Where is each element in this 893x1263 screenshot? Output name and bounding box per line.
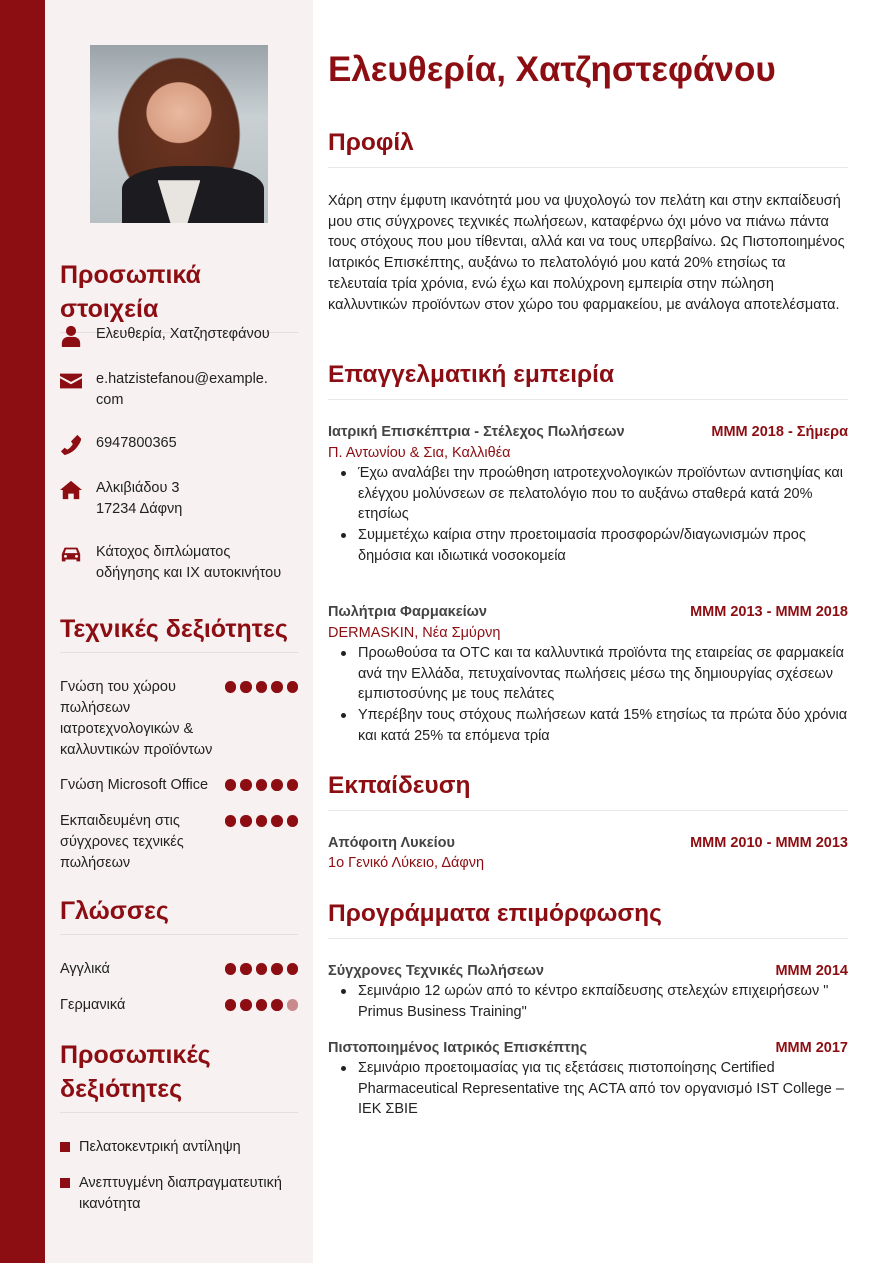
square-bullet-icon [60, 1178, 70, 1188]
training-bullets [328, 981, 848, 1022]
education-header [328, 833, 848, 854]
phone-number[interactable]: 6947800365 [96, 435, 177, 451]
list-item: Υπερέβην τους στόχους πωλήσεων κατά 15% ετησίως τα πρώτα δύο χρόνια και κατά 25% τα επόμενα τρία [328, 705, 848, 746]
envelope-icon [60, 369, 96, 411]
list-item: Σεμινάριο 12 ωρών από το κέντρο εκπαίδευσης στελεχών επιχειρήσεων " Primus Business Training" [328, 981, 848, 1022]
contact-driving-license: Κάτοχος διπλώματος οδήγησης και ΙΧ αυτοκινήτου [60, 542, 298, 584]
training-title: Σύγχρονες Τεχνικές Πωλήσεων [328, 963, 544, 979]
education-heading: Εκπαίδευση [328, 770, 848, 811]
job-company: Π. Αντωνίου & Σια, Καλλιθέα [328, 445, 511, 461]
contact-address: Αλκιβιάδου 3 17234 Δάφνη [60, 478, 298, 520]
accent-stripe [0, 0, 45, 1263]
skill-rating [225, 775, 299, 796]
candidate-name: Ελευθερία, Χατζηστεφάνου [328, 50, 776, 89]
phone-icon [60, 433, 96, 456]
soft-skill-item: Ανεπτυγμένη διαπραγματευτική ικανότητα [60, 1173, 298, 1215]
list-item: Έχω αναλάβει την προώθηση ιατροτεχνολογικών προϊόντων αντισηψίας και ελέγχου μολύνσεων σε πελατολόγιο που το αυξάνω σταθερά κατά 20% ετησίως [328, 463, 848, 525]
training-title: Πιστοποιημένος Ιατρικός Επισκέπτης [328, 1040, 588, 1056]
tech-skills-heading: Τεχνικές δεξιότητες [60, 612, 298, 653]
degree-title: Απόφοιτη Λυκείου [328, 835, 455, 851]
job-title: Ιατρική Επισκέπτρια - Στέλεχος Πωλήσεων [328, 424, 625, 440]
training-heading: Προγράμματα επιμόρφωσης [328, 898, 848, 939]
contact-phone [60, 433, 298, 456]
language-rating [225, 959, 299, 980]
user-icon [60, 324, 96, 347]
list-item: Συμμετέχω καίρια στην προετοιμασία προσφορών/διαγωνισμών προς δημόσια και ιδιωτικά νοσοκομεία [328, 525, 848, 566]
email-link[interactable]: e.hatzistefanou@example. com [96, 371, 268, 408]
training-bullets [328, 1058, 848, 1120]
tech-skill-item: Γνώση του χώρου πωλήσεων ιατροτεχνολογικών & καλλυντικών προϊόντων [60, 677, 298, 761]
skill-rating [225, 677, 299, 761]
main-content [313, 0, 893, 1263]
tech-skill-item: Γνώση Microsoft Office [60, 775, 298, 796]
job-dates: MMM 2013 - MMM 2018 [690, 604, 848, 620]
job-company: DERMASKIN, Νέα Σμύρνη [328, 625, 501, 641]
job-header [328, 602, 848, 623]
skill-rating [225, 811, 299, 874]
job-title: Πωλήτρια Φαρμακείων [328, 604, 487, 620]
training-header [328, 961, 848, 982]
job-bullets [328, 463, 848, 567]
soft-skills-heading: Προσωπικές δεξιότητες [60, 1038, 298, 1113]
soft-skill-item: Πελατοκεντρική αντίληψη [60, 1137, 298, 1158]
list-item: Σεμινάριο προετοιμασίας για τις εξετάσεις πιστοποίησης Certified Pharmaceutical Representative της ACTA από τον οργανισμό IST College – ΙΕΚ ΣΒΙΕ [328, 1058, 848, 1120]
language-rating [225, 995, 299, 1016]
languages-heading: Γλώσσες [60, 894, 298, 935]
personal-info-heading: Προσωπικά στοιχεία [60, 258, 298, 333]
language-item: Γερμανικά [60, 995, 298, 1016]
sidebar [45, 0, 313, 1263]
training-date: MMM 2017 [775, 1040, 848, 1056]
car-icon [60, 542, 96, 584]
profile-photo [90, 45, 268, 223]
training-date: MMM 2014 [775, 963, 848, 979]
education-dates: MMM 2010 - MMM 2013 [690, 835, 848, 851]
contact-name: Ελευθερία, Χατζηστεφάνου [60, 324, 298, 347]
square-bullet-icon [60, 1142, 70, 1152]
list-item: Προωθούσα τα OTC και τα καλλυντικά προϊόντα της εταιρείας σε φαρμακεία ανά την Ελλάδα, πετυχαίνοντας πωλήσεις μέσω της δημιουργίας σχέσεων εμπιστοσύνης με τους πελάτες [328, 643, 848, 705]
school-name: 1ο Γενικό Λύκειο, Δάφνη [328, 855, 485, 871]
home-icon [60, 478, 96, 520]
profile-heading: Προφίλ [328, 127, 848, 168]
job-bullets [328, 643, 848, 747]
experience-heading: Επαγγελματική εμπειρία [328, 359, 848, 400]
job-header [328, 422, 848, 443]
language-item: Αγγλικά [60, 959, 298, 980]
job-dates: MMM 2018 - Σήμερα [711, 424, 848, 440]
tech-skill-item: Εκπαιδευμένη στις σύγχρονες τεχνικές πωλήσεων [60, 811, 298, 874]
contact-email [60, 369, 298, 411]
training-header [328, 1038, 848, 1059]
profile-summary: Χάρη στην έμφυτη ικανότητά μου να ψυχολογώ τον πελάτη και στην εκπαίδευσή μου στις σύγχρονες τεχνικές πωλήσεων, καταφέρνω όχι μόνο να πιάνω πάντα τους στόχους που μου τίθενται, αλλά και να τους υπερβαίνω. Ως Πιστοποιημένος Ιατρικός Επισκέπτης, αυξάνω το πελατολόγιό μου κατά 20% ετησίως τα τελευταία τρία χρόνια, ενώ έχω και πολύχρονη εμπειρία στην πώληση καλλυντικών προϊόντων στον χώρο του φαρμακείου, με ανάλογα αποτελέσματα. [328, 193, 845, 313]
